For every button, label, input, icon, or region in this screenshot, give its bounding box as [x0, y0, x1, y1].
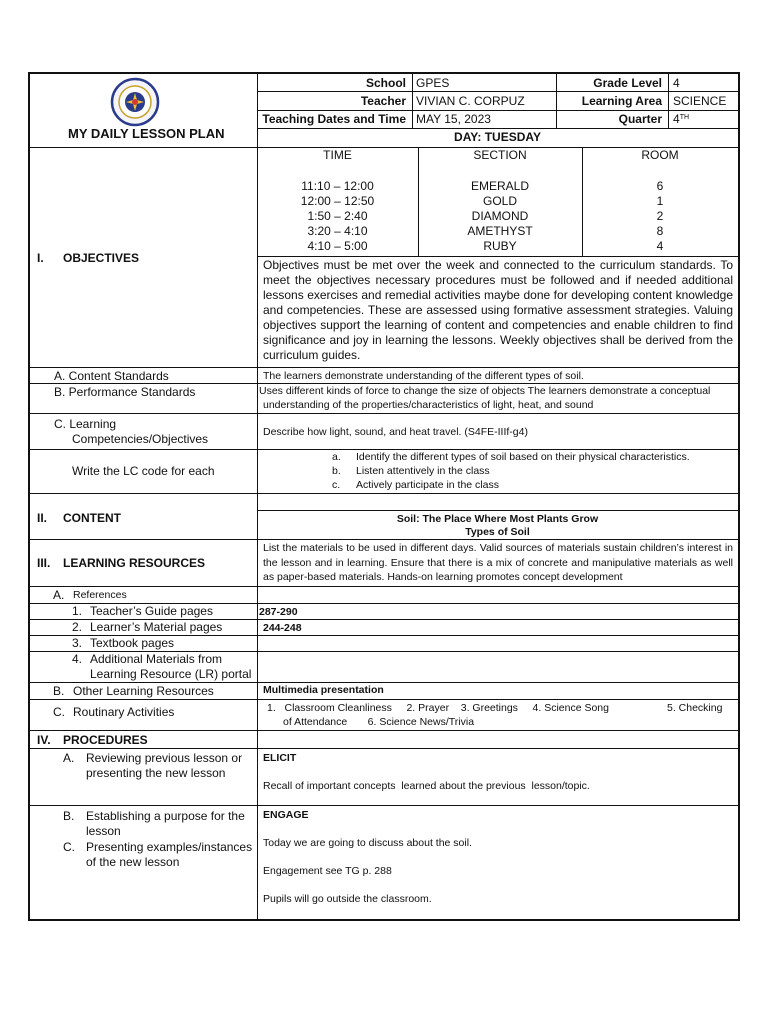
row-line	[30, 413, 738, 414]
teacher-value: VIVIAN C. CORPUZ	[416, 94, 525, 108]
header-divider	[668, 74, 669, 128]
engage-text-1: Today we are going to discuss about the soil.	[263, 837, 472, 849]
content-subtopic: Types of Soil	[465, 526, 530, 538]
row-line	[257, 256, 738, 257]
resources-description: List the materials to be used in different days. Valid sources of materials sustain children’s interest in the lesson and in learning. Ensure that there is a mix of concrete and manipulative materials as well as paper-based materials. Hands-on learning promotes concept development	[263, 542, 733, 583]
routinary-value-1: 1. Classroom Cleanliness 2. Prayer 3. Greetings 4. Science Song	[267, 702, 609, 714]
schedule-section-header: SECTION	[473, 148, 527, 162]
routinary-value-2: of Attendance 6. Science News/Trivia	[283, 716, 475, 728]
schedule-room: 4	[656, 239, 664, 253]
content-standards-label: A. Content Standards	[54, 369, 169, 383]
schedule-section: EMERALD	[470, 179, 529, 193]
procedure-c-letter: C.	[63, 840, 75, 854]
row-line	[30, 383, 738, 384]
schedule-room: 2	[656, 209, 664, 223]
content-heading: CONTENT	[63, 511, 121, 525]
lc-item-text: Identify the different types of soil based on their physical characteristics.	[356, 451, 690, 463]
schedule-section: AMETHYST	[467, 224, 533, 238]
elicit-text: Recall of important concepts learned about the previous lesson/topic.	[263, 780, 590, 792]
school-label: School	[365, 76, 406, 90]
procedure-b-label-2: lesson	[86, 824, 121, 838]
learners-material-label: Learner’s Material pages	[90, 620, 223, 634]
deped-seal-logo	[102, 77, 168, 127]
grade-level-value: 4	[673, 76, 680, 90]
lc-code-label: Write the LC code for each	[72, 464, 215, 478]
engage-text-3: Pupils will go outside the classroom.	[263, 893, 432, 905]
row-line	[257, 510, 738, 511]
procedure-b-letter: B.	[63, 809, 75, 823]
row-line	[257, 91, 738, 92]
schedule-time: 11:10 – 12:00	[301, 179, 374, 193]
schedule-time: 3:20 – 4:10	[307, 224, 368, 238]
row-line	[30, 493, 738, 494]
schedule-section: RUBY	[483, 239, 517, 253]
schedule-time: 12:00 – 12:50	[300, 194, 375, 208]
school-value: GPES	[416, 76, 450, 90]
row-line	[30, 682, 738, 683]
resources-heading: LEARNING RESOURCES	[63, 556, 206, 570]
lc-item-letter: a.	[332, 451, 341, 463]
header-divider	[412, 74, 413, 128]
performance-standards-value-2: understanding of the properties/characteristics of light, heat, and sound	[263, 399, 594, 411]
content-standards-value: The learners demonstrate understanding of the different types of soil.	[263, 370, 584, 382]
row-line	[30, 586, 738, 587]
other-resources-value: Multimedia presentation	[263, 684, 384, 696]
row-line	[257, 110, 738, 111]
procedures-heading: PROCEDURES	[63, 733, 148, 747]
grade-level-label: Grade Level	[593, 76, 662, 90]
row-line	[30, 699, 738, 700]
lc-item-letter: b.	[332, 465, 341, 477]
routinary-letter: C.	[53, 705, 65, 719]
routinary-label: Routinary Activities	[73, 705, 175, 719]
other-resources-label: Other Learning Resources	[73, 684, 214, 698]
teacher-label: Teacher	[360, 94, 406, 108]
dates-label: Teaching Dates and Time	[262, 112, 406, 126]
schedule-section: DIAMOND	[471, 209, 529, 223]
learners-material-value: 244-248	[263, 622, 302, 634]
additional-materials-label-1: Additional Materials from	[90, 652, 223, 666]
performance-standards-label: B. Performance Standards	[54, 385, 196, 399]
learning-area-label: Learning Area	[581, 94, 662, 108]
teachers-guide-value: 287-290	[259, 606, 298, 618]
procedure-a-label-1: Reviewing previous lesson or	[86, 751, 243, 765]
dates-value: MAY 15, 2023	[416, 112, 491, 126]
procedure-a-label-2: presenting the new lesson	[86, 766, 226, 780]
schedule-section: GOLD	[482, 194, 517, 208]
content-number: II.	[37, 511, 48, 525]
objectives-number: I.	[37, 251, 44, 265]
row-line	[30, 805, 738, 806]
engage-title: ENGAGE	[263, 809, 309, 821]
teachers-guide-label: Teacher’s Guide pages	[90, 604, 213, 618]
performance-standards-value-1: Uses different kinds of force to change the size of objects The learners demonstrate a conceptual	[259, 385, 711, 397]
references-label: References	[73, 589, 127, 601]
references-letter: A.	[53, 588, 65, 602]
procedure-b-label-1: Establishing a purpose for the	[86, 809, 245, 823]
schedule-time: 1:50 – 2:40	[307, 209, 368, 223]
lesson-plan-sheet	[28, 72, 740, 921]
lc-item-text: Listen attentively in the class	[356, 465, 490, 477]
competencies-label-2: Competencies/Objectives	[72, 432, 209, 446]
row-line	[30, 539, 738, 540]
textbook-label: Textbook pages	[90, 636, 175, 650]
row-line	[257, 128, 738, 129]
procedure-c-label-1: Presenting examples/instances	[86, 840, 253, 854]
routinary-value-1b: 5. Checking	[667, 702, 723, 714]
quarter-value: 4TH	[673, 112, 690, 126]
ref-item-num: 3.	[72, 636, 83, 650]
resources-number: III.	[37, 556, 51, 570]
header-divider	[556, 74, 557, 128]
schedule-room-header: ROOM	[641, 148, 679, 162]
row-line	[30, 367, 738, 368]
content-topic: Soil: The Place Where Most Plants Grow	[396, 513, 599, 525]
lc-item-text: Actively participate in the class	[356, 479, 499, 491]
row-line	[30, 748, 738, 749]
elicit-title: ELICIT	[263, 752, 297, 764]
ref-item-num: 4.	[72, 652, 83, 666]
page-title: MY DAILY LESSON PLAN	[68, 126, 225, 141]
row-line	[30, 449, 738, 450]
objectives-description: Objectives must be met over the week and connected to the curriculum standards. To meet the objectives necessary procedures must be followed and if needed additional lessons exercises and remedial activities maybe done for developing content knowledge and competencies. These are assessed using formative assessment strategies. Valuing objectives support the learning of content and competencies and enable children to find significance and joy in learning the lessons. Weekly objectives shall be derived from the curriculum guides.	[263, 258, 733, 362]
schedule-room: 6	[656, 179, 664, 193]
learning-area-value: SCIENCE	[673, 94, 727, 108]
procedure-a-letter: A.	[63, 751, 75, 765]
schedule-room: 8	[656, 224, 664, 238]
additional-materials-label-2: Learning Resource (LR) portal	[90, 667, 252, 681]
competencies-label-1: C. Learning	[54, 417, 117, 431]
lc-item-letter: c.	[332, 479, 341, 491]
procedure-c-label-2: of the new lesson	[86, 855, 180, 869]
quarter-label: Quarter	[618, 112, 662, 126]
day-label: DAY: TUESDAY	[454, 130, 541, 144]
row-line	[30, 730, 738, 731]
schedule-time: 4:10 – 5:00	[307, 239, 368, 253]
schedule-room: 1	[656, 194, 664, 208]
competencies-value: Describe how light, sound, and heat travel. (S4FE-IIIf-g4)	[263, 426, 528, 438]
other-resources-letter: B.	[53, 684, 65, 698]
schedule-time-header: TIME	[323, 148, 352, 162]
ref-item-num: 1.	[72, 604, 83, 618]
engage-text-2: Engagement see TG p. 288	[263, 865, 392, 877]
objectives-heading: OBJECTIVES	[63, 251, 140, 265]
ref-item-num: 2.	[72, 620, 83, 634]
procedures-number: IV.	[37, 733, 51, 747]
